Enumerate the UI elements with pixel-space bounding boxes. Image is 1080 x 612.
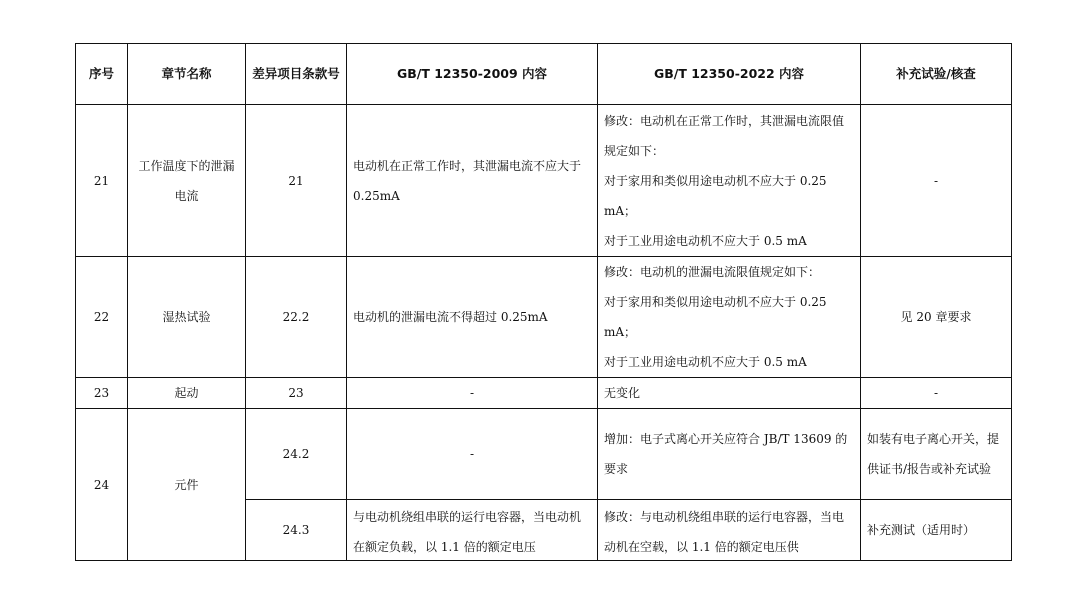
cell-supplementary: -	[861, 378, 1012, 409]
cell-seq: 23	[76, 378, 128, 409]
table-row	[76, 257, 1012, 378]
cell-clause: 22.2	[246, 257, 347, 378]
cell-supplementary: 补充测试（适用时）	[861, 500, 1012, 561]
header-old-content: GB/T 12350-2009 内容	[347, 44, 598, 105]
cell-old-content	[347, 500, 598, 561]
cell-seq: 22	[76, 257, 128, 378]
differences-table	[75, 43, 1012, 561]
header-new-content: GB/T 12350-2022 内容	[598, 44, 861, 105]
table-row	[76, 409, 1012, 500]
cell-seq: 24	[76, 409, 128, 561]
cell-clause: 24.3	[246, 500, 347, 561]
cell-chapter: 元件	[128, 409, 246, 561]
header-clause: 差异项目条款号	[246, 44, 347, 105]
cell-new-content: 增加：电子式离心开关应符合 JB/T 13609 的要求	[598, 409, 861, 500]
cell-supplementary: 见 20 章要求	[861, 257, 1012, 378]
cell-old-content-text: 与电动机绕组串联的运行电容器，当电动机在额定负载，以 1.1 倍的额定电压	[353, 510, 582, 554]
cell-chapter: 湿热试验	[128, 257, 246, 378]
cell-new-content	[598, 500, 861, 561]
cell-seq: 21	[76, 105, 128, 257]
table-row	[76, 378, 1012, 409]
cell-old-content: 电动机的泄漏电流不得超过 0.25mA	[347, 257, 598, 378]
header-seq: 序号	[76, 44, 128, 105]
cell-new-content: 修改：电动机的泄漏电流限值规定如下： 对于家用和类似用途电动机不应大于 0.25 mA； 对于工业用途电动机不应大于 0.5 mA	[598, 257, 861, 378]
cell-clause: 21	[246, 105, 347, 257]
cell-supplementary: -	[861, 105, 1012, 257]
cell-new-content: 修改：电动机在正常工作时，其泄漏电流限值规定如下： 对于家用和类似用途电动机不应大于 0.25 mA； 对于工业用途电动机不应大于 0.5 mA	[598, 105, 861, 257]
cell-chapter: 工作温度下的泄漏电流	[128, 105, 246, 257]
cell-supplementary: 如装有电子离心开关，提供证书/报告或补充试验	[861, 409, 1012, 500]
cell-chapter: 起动	[128, 378, 246, 409]
cell-old-content: 电动机在正常工作时，其泄漏电流不应大于 0.25mA	[347, 105, 598, 257]
header-supplementary: 补充试验/核查	[861, 44, 1012, 105]
header-chapter: 章节名称	[128, 44, 246, 105]
cell-clause: 23	[246, 378, 347, 409]
cell-old-content: -	[347, 378, 598, 409]
cell-clause: 24.2	[246, 409, 347, 500]
cell-new-content-text: 修改：与电动机绕组串联的运行电容器，当电动机在空载，以 1.1 倍的额定电压供	[604, 510, 845, 554]
cell-new-content: 无变化	[598, 378, 861, 409]
header-row	[76, 44, 1012, 105]
cell-old-content: -	[347, 409, 598, 500]
table-row	[76, 105, 1012, 257]
